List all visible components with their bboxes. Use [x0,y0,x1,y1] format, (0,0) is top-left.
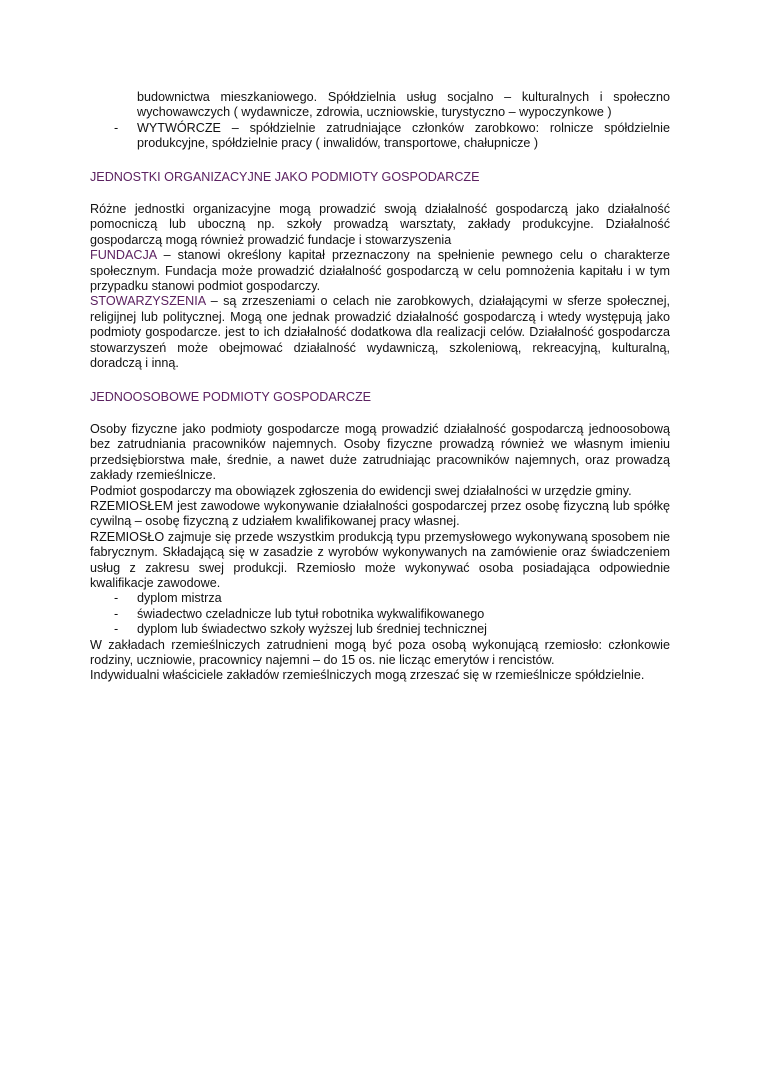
list-item-wytworcze [90,121,670,152]
bullet-dash: - [114,591,119,606]
paragraph-workshop-staff: W zakładach rzemieślniczych zatrudnieni mogą być poza osobą wykonującą rzemiosło: członkowie rodziny, uczniowie, pracownicy najemni – do 15 os. nie licząc emerytów i rencistów. [90,637,670,667]
paragraph-natural-persons: Osoby fizyczne jako podmioty gospodarcze mogą prowadzić działalność gospodarczą jednoosobową bez zatrudniania pracowników najemnych. Osoby fizyczne prowadzą również we własnym imieniu przedsiębiorstwa małe, średnie, a nawet duże zatrudniając pracowników najemnych, oraz prowadzą zakłady rzemieślnicze. [90,421,670,483]
continuation-paragraph: budownictwa mieszkaniowego. Spółdzielnia usług socjalno – kulturalnych i społeczno wychowawczych ( wydawnicze, zdrowia, uczniowskie, turystyczno – wypoczynkowe ) [137,90,670,120]
paragraph-stowarzyszenia [90,294,670,371]
list-item-text: świadectwo czeladnicze lub tytuł robotnika wykwalifikowanego [137,606,485,621]
bullet-dash: - [114,622,119,637]
term-fundacja: FUNDACJA [90,248,157,263]
bullet-dash: - [114,120,119,135]
paragraph-registration: Podmiot gospodarczy ma obowiązek zgłoszenia do ewidencji swej działalności w urzędzie gminy. [90,483,632,498]
list-item-text: WYTWÓRCZE – spółdzielnie zatrudniające członków zarobkowo: rolnicze spółdzielnie produkcyjne, spółdzielnie pracy ( inwalidów, transportowe, chałupnicze ) [137,120,670,151]
list-item [90,607,670,622]
section-heading-sole-proprietors: JEDNOOSOBOWE PODMIOTY GOSPODARCZE [90,389,372,404]
fundacja-definition: – stanowi określony kapitał przeznaczony na spełnienie pewnego celu o charakterze społecznym. Fundacja może prowadzić działalność gospodarczą w celu pomnożenia kapitału i w tym przypadku stanowi podmiot gospodarczy. [90,248,670,294]
paragraph-fundacja [90,248,670,294]
paragraph-cooperatives: Indywidualni właściciele zakładów rzemieślniczych mogą zrzeszać się w rzemieślnicze spółdzielnie. [90,668,645,683]
paragraph-rzemioslo: RZEMIOSŁO zajmuje się przede wszystkim produkcją typu przemysłowego wykonywaną sposobem nie fabrycznym. Składającą się w zasadzie z wyrobów wykonywanych na zamówienie oraz świadczeniem usług z zakresu swej produkcji. Rzemiosło może wykonywać osoba posiadająca odpowiednie kwalifikacje zawodowe. [90,529,670,590]
list-item-text: dyplom mistrza [137,591,222,606]
term-stowarzyszenia: STOWARZYSZENIA [90,294,206,309]
list-item [90,622,670,637]
paragraph-rzemioslem: RZEMIOSŁEM jest zawodowe wykonywanie działalności gospodarczej przez osobę fizyczną lub spółkę cywilną – osobę fizyczną z udziałem kwalifikowanej pracy własnej. [90,498,670,529]
paragraph-intro: Różne jednostki organizacyjne mogą prowadzić swoją działalność gospodarczą jako działalność pomocniczą lub uboczną np. szkoły prowadzą warsztaty, zakłady produkcyjne. Działalność gospodarczą mogą również prowadzić fundacje i stowarzyszenia [90,202,670,247]
document-content [90,90,670,684]
bullet-dash: - [114,606,119,621]
stowarzyszenia-definition: – są zrzeszeniami o celach nie zarobkowych, działającymi w sferze społecznej, religijnej lub politycznej. Mogą one jednak prowadzić działalność gospodarczą i wtedy występują jako podmioty gospodarcze. jest to ich działalność dodatkowa dla realizacji celów. Działalność gospodarcza stowarzyszeń może obejmować działalność wydawniczą, szkoleniową, rekreacyjną, kulturalną, doradczą i inną. [90,294,670,371]
list-item [90,591,670,606]
list-item-text: dyplom lub świadectwo szkoły wyższej lub średniej technicznej [137,622,487,637]
section-heading-organizational-units: JEDNOSTKI ORGANIZACYJNE JAKO PODMIOTY GOSPODARCZE [90,169,480,184]
